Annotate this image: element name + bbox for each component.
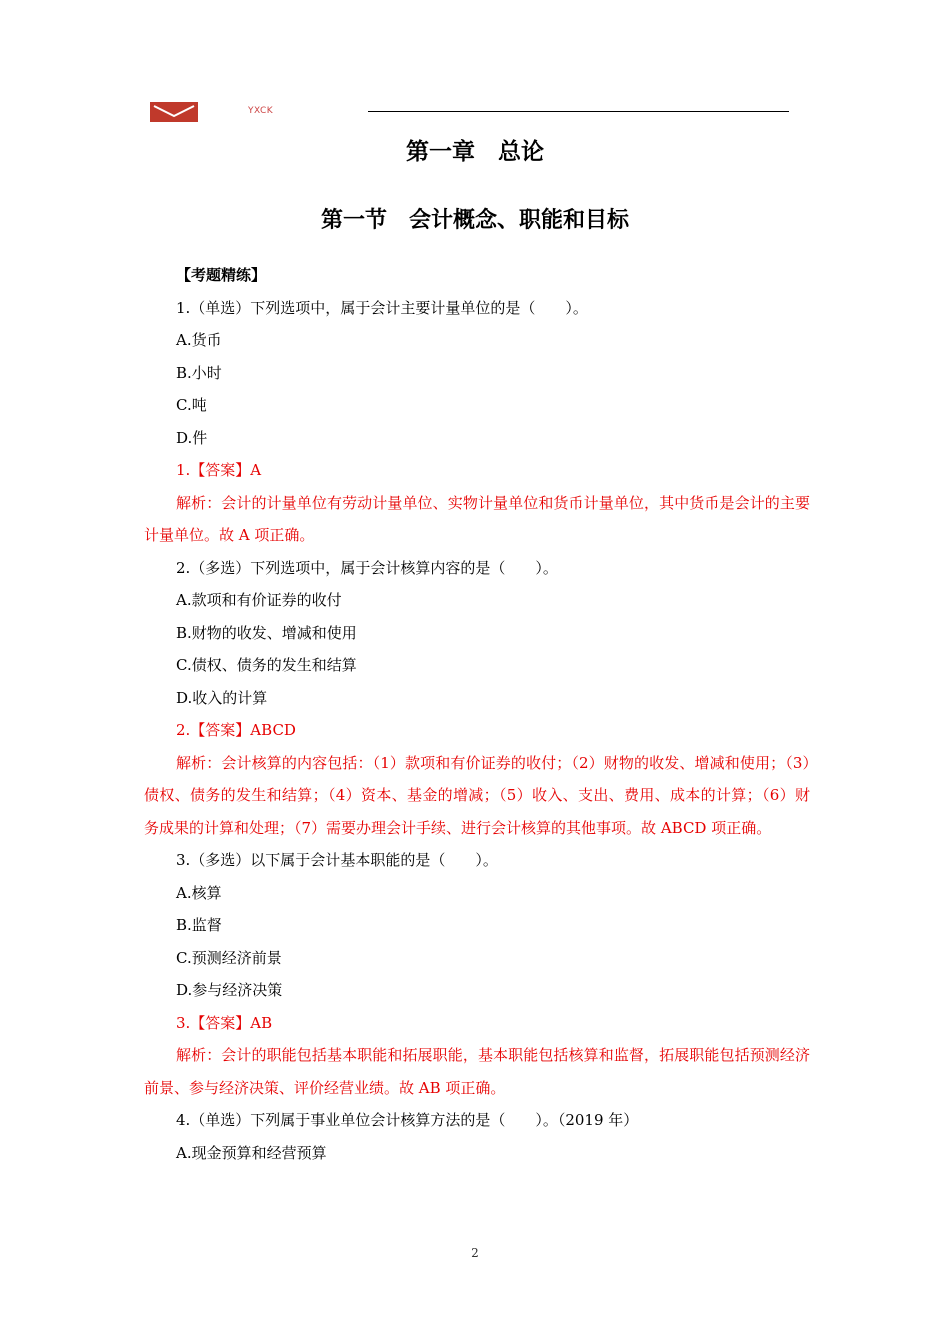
question-4-stem: 4.（单选）下列属于事业单位会计核算方法的是（ ）。（2019 年） (176, 1111, 639, 1129)
practice-label: 【考题精练】 (176, 266, 267, 284)
q3-analysis: 解析：会计的职能包括基本职能和拓展职能，基本职能包括核算和监督，拓展职能包括预测经济前景、参与经济决策、评价经营业绩。故 AB 项正确。 (144, 1046, 810, 1097)
chapter-title: 第一章 总论 (406, 139, 544, 165)
q4-option-a: A.现金预算和经营预算 (176, 1143, 327, 1162)
q3-option-d: D.参与经济决策 (176, 981, 283, 999)
publisher-logo (150, 102, 198, 122)
q3-answer: 3.【答案】AB (176, 1013, 273, 1032)
section-title: 第一节 会计概念、职能和目标 (320, 208, 629, 233)
q2-option-b: B.财物的收发、增减和使用 (176, 623, 357, 642)
q3-option-c: C.预测经济前景 (176, 948, 282, 967)
q1-option-c: C.吨 (176, 396, 207, 414)
q3-option-a: A.核算 (176, 883, 222, 902)
question-2-stem: 2.（多选）下列选项中，属于会计核算内容的是（ ）。 (176, 558, 558, 577)
q1-option-b: B.小时 (176, 363, 222, 382)
question-1-stem: 1.（单选）下列选项中，属于会计主要计量单位的是（ ）。 (176, 298, 588, 317)
q2-answer: 2.【答案】ABCD (176, 721, 296, 739)
q2-analysis: 解析：会计核算的内容包括：（1）款项和有价证券的收付；（2）财物的收发、增减和使用；（3）债权、债务的发生和结算；（4）资本、基金的增减；（5）收入、支出、费用、成本的计算；（6）财务成果的计算和处理；（7）需要办理会计手续、进行会计核算的其他事项。故 ABCD 项正确。 (144, 753, 810, 837)
q2-option-a: A.款项和有价证券的收付 (176, 591, 342, 609)
page-number: 2 (471, 1246, 479, 1260)
q1-analysis: 解析：会计的计量单位有劳动计量单位、实物计量单位和货币计量单位，其中货币是会计的主要计量单位。故 A 项正确。 (144, 493, 810, 544)
logo-text: YXCK (248, 106, 274, 116)
q1-answer: 1.【答案】A (176, 461, 262, 479)
document-body (144, 259, 810, 1169)
q2-option-d: D.收入的计算 (176, 688, 268, 707)
header-rule (368, 111, 789, 112)
q1-option-a: A.货币 (176, 331, 222, 349)
question-3-stem: 3.（多选）以下属于会计基本职能的是（ ）。 (176, 851, 498, 869)
q3-option-b: B.监督 (176, 916, 222, 934)
q2-option-c: C.债权、债务的发生和结算 (176, 656, 357, 674)
q1-option-d: D.件 (176, 428, 208, 447)
